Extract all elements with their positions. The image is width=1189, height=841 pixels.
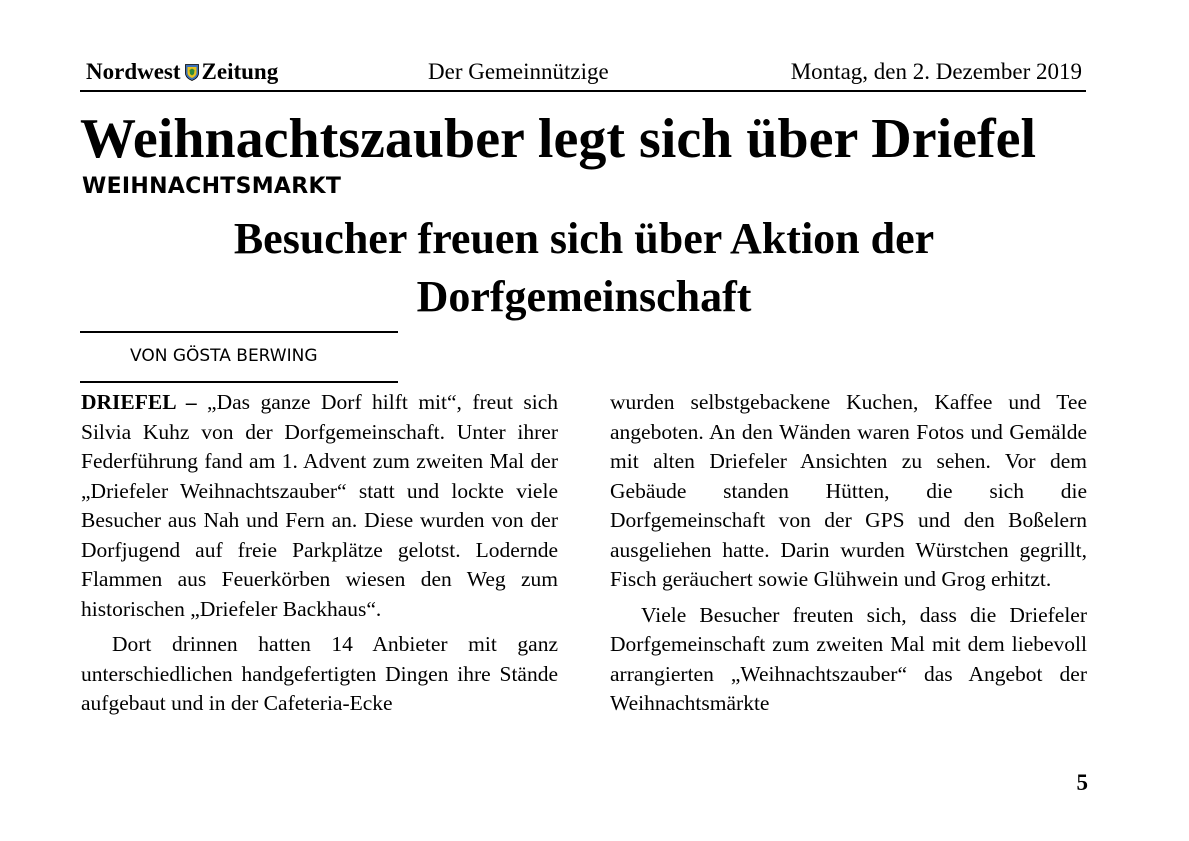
paragraph-3: Viele Besucher freuten sich, dass die Driefeler Dorfgemeinschaft zum zweiten Mal mit dem liebevoll arrangierten „Weihnachtszauber“ das Angebot der Weihnachtsmärkte bbox=[610, 602, 1087, 715]
crest-icon bbox=[185, 61, 199, 78]
headline: Weihnachtszauber legt sich über Driefel bbox=[80, 108, 1037, 170]
byline-divider-bottom bbox=[80, 381, 398, 383]
section-name: Der Gemeinnützige bbox=[428, 59, 609, 84]
byline-divider-top bbox=[80, 331, 398, 333]
paragraph-1-text: „Das ganze Dorf hilft mit“, freut sich Silvia Kuhz von der Dorfgemeinschaft. Unter ihrer Federführung fand am 1. Advent zum zweiten Mal der „Driefeler Weihnachtszauber“ statt und lockte viele Besucher aus Nah und Fern an. Diese wurden von der Dorfjugend auf freie Parkplätze gelotst. Lodernde Flammen aus Feuerkörben wiesen den Weg zum historischen „Driefeler Backhaus“. bbox=[81, 390, 559, 621]
masthead-divider bbox=[80, 90, 1086, 92]
subheadline: Besucher freuen sich über Aktion der Dorfgemeinschaft bbox=[233, 214, 935, 321]
brand-name-part1: Nordwest bbox=[86, 59, 181, 84]
paragraph-2-continued: wurden selbstgebackene Kuchen, Kaffee und Tee angeboten. An den Wänden waren Fotos und Gemälde mit alten Driefeler Ansichten zu sehen. Vor dem Gebäude standen Hütten, die sich die Dorfgemeinschaft von der GPS und den Boßelern ausgeliehen hatte. Darin wurden Würstchen gegrillt, Fisch geräuchert sowie Glühwein und Grog erhitzt. bbox=[610, 390, 1087, 591]
byline: VON GÖSTA BERWING bbox=[130, 346, 318, 366]
page-number: 5 bbox=[1076, 770, 1088, 795]
paragraph-2-start: Dort drinnen hatten 14 Anbieter mit ganz unterschiedlichen handgefertigten Dingen ihre Stände aufgebaut und in der Cafeteria-Ecke bbox=[81, 632, 558, 715]
text-column-right bbox=[610, 388, 1087, 719]
paragraph-1 bbox=[81, 388, 558, 624]
brand-name-part2: Zeitung bbox=[201, 59, 279, 84]
text-column-left bbox=[81, 388, 558, 719]
dateline: DRIEFEL – bbox=[81, 390, 197, 414]
publication-date: Montag, den 2. Dezember 2019 bbox=[790, 59, 1082, 84]
newspaper-brand bbox=[86, 59, 278, 85]
kicker: WEIHNACHTSMARKT bbox=[82, 174, 342, 199]
